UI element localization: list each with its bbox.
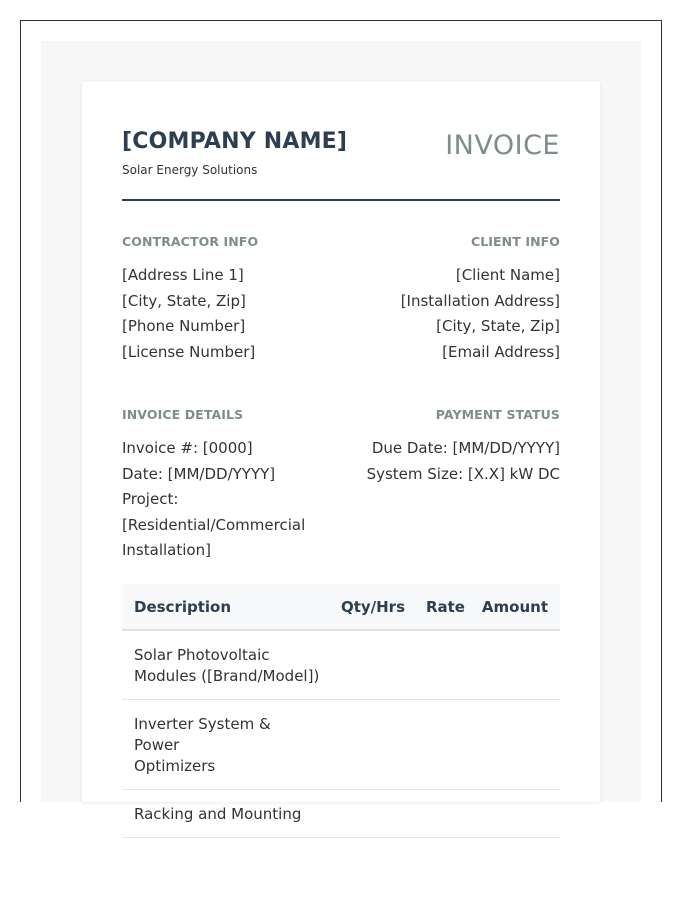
client-city-state-zip: [City, State, Zip] — [436, 317, 560, 336]
contractor-info-block — [122, 263, 255, 365]
invoice-date: Date: [MM/DD/YYYY] — [122, 464, 276, 483]
client-installation-address: [Installation Address] — [400, 291, 560, 310]
company-tagline: Solar Energy Solutions — [122, 163, 258, 177]
row-amount — [477, 630, 560, 700]
line-items-table — [122, 584, 560, 838]
table-header-row — [122, 584, 560, 630]
project-label: Project: — [122, 490, 179, 509]
row-amount — [477, 700, 560, 790]
client-info-label: CLIENT INFO — [470, 234, 560, 249]
table-row — [122, 630, 560, 700]
header-divider — [122, 199, 560, 201]
payment-status-label: PAYMENT STATUS — [435, 407, 560, 422]
description-line: Inverter System & Power — [134, 715, 271, 754]
contractor-license: [License Number] — [122, 342, 256, 361]
row-rate — [417, 630, 477, 700]
header-qty-hrs: Qty/Hrs — [332, 584, 417, 630]
table-row — [122, 700, 560, 790]
description-line: Optimizers — [134, 757, 216, 775]
description-line: Solar Photovoltaic — [134, 646, 270, 664]
row-description — [122, 790, 332, 838]
description-line: Racking and Mounting — [134, 805, 302, 823]
payment-status-block — [367, 436, 560, 487]
invoice-details-block — [122, 436, 305, 564]
description-line: Modules ([Brand/Model]) — [134, 667, 320, 685]
header-description: Description — [122, 584, 332, 630]
invoice-number: Invoice #: [0000] — [122, 439, 253, 457]
contractor-address-line: [Address Line 1] — [122, 266, 244, 284]
due-date: Due Date: [MM/DD/YYYY] — [371, 439, 560, 457]
client-email: [Email Address] — [442, 342, 560, 361]
row-description — [122, 700, 332, 790]
row-qty — [332, 790, 417, 838]
row-qty — [332, 630, 417, 700]
company-name: [COMPANY NAME] — [122, 129, 348, 154]
row-qty — [332, 700, 417, 790]
row-description — [122, 630, 332, 700]
table-row — [122, 790, 560, 838]
contractor-city-state-zip: [City, State, Zip] — [122, 291, 246, 310]
header-amount: Amount — [477, 584, 560, 630]
client-info-block — [401, 263, 560, 365]
row-rate — [417, 700, 477, 790]
header-rate: Rate — [417, 584, 477, 630]
project-type-cont: Installation] — [122, 541, 211, 560]
invoice-title: INVOICE — [445, 130, 560, 161]
contractor-phone: [Phone Number] — [122, 317, 246, 336]
row-amount — [477, 790, 560, 838]
row-rate — [417, 790, 477, 838]
client-name: [Client Name] — [455, 266, 560, 284]
project-type: [Residential/Commercial — [122, 515, 306, 534]
invoice-details-label: INVOICE DETAILS — [122, 407, 244, 422]
contractor-info-label: CONTRACTOR INFO — [122, 234, 259, 249]
system-size: System Size: [X.X] kW DC — [366, 464, 560, 483]
invoice-page — [82, 82, 600, 823]
